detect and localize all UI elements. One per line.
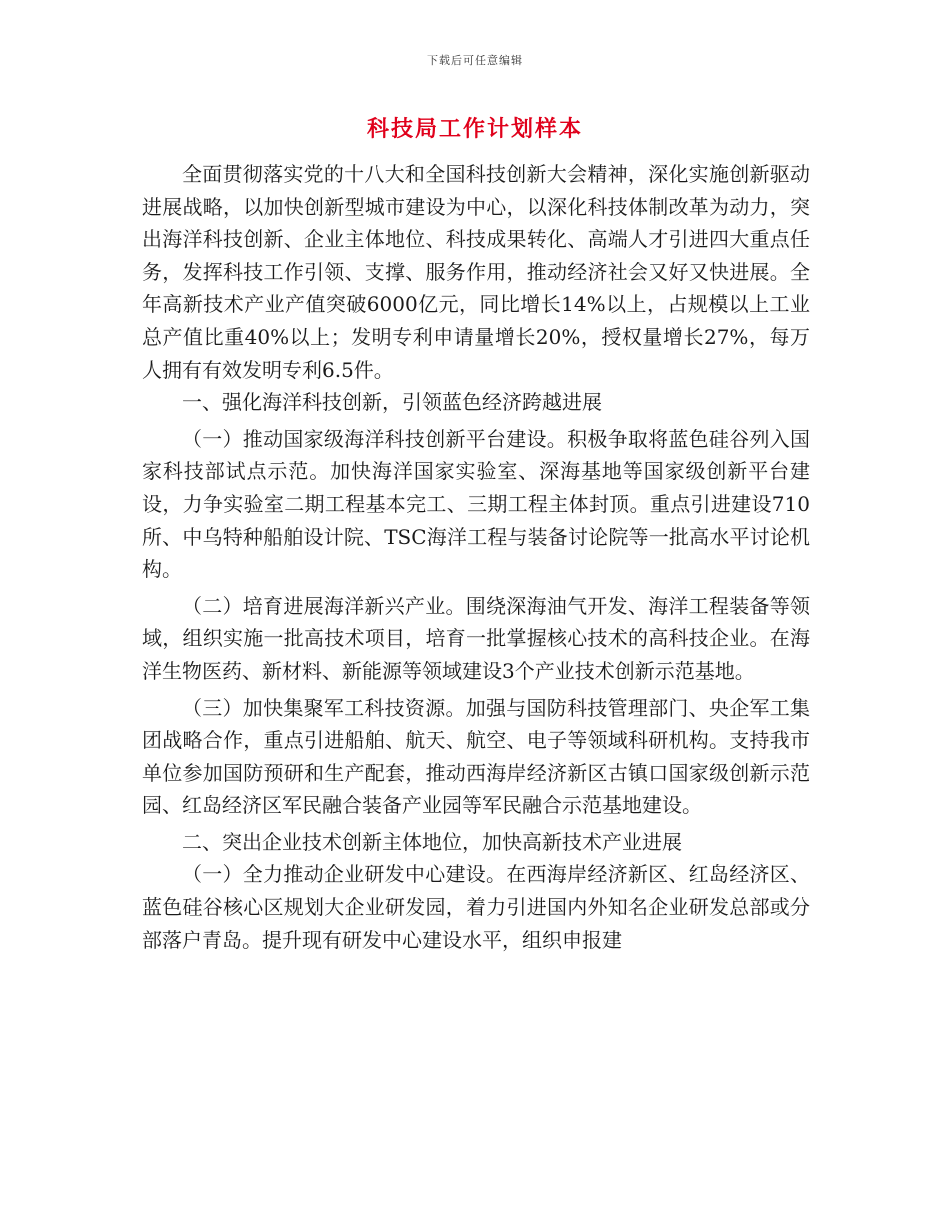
section-1-item-1: （一）推动国家级海洋科技创新平台建设。积极争取将蓝色硅谷列入国家科技部试点示范。加快海洋国家实验室、深海基地等国家级创新平台建设，力争实验室二期工程基本完工、三期工程主体封顶。重点引进建设710所、中乌特种船舶设计院、TSC海洋工程与装备讨论院等一批高水平讨论机构。	[142, 426, 810, 582]
document-body	[142, 158, 810, 956]
section-1-item-3: （三）加快集聚军工科技资源。加强与国防科技管理部门、央企军工集团战略合作，重点引进船舶、航天、航空、电子等领域科研机构。支持我市单位参加国防预研和生产配套，推动西海岸经济新区古镇口国家级创新示范园、红岛经济区军民融合装备产业园等军民融合示范基地建设。	[142, 695, 810, 818]
section-1-item-2: （二）培育进展海洋新兴产业。围绕深海油气开发、海洋工程装备等领域，组织实施一批高技术项目，培育一批掌握核心技术的高科技企业。在海洋生物医药、新材料、新能源等领域建设3个产业技术创新示范基地。	[142, 593, 810, 683]
header-note: 下载后可任意编辑	[427, 54, 523, 67]
intro-paragraph: 全面贯彻落实党的十八大和全国科技创新大会精神，深化实施创新驱动进展战略，以加快创新型城市建设为中心，以深化科技体制改革为动力，突出海洋科技创新、企业主体地位、科技成果转化、高端人才引进四大重点任务，发挥科技工作引领、支撑、服务作用，推动经济社会又好又快进展。全年高新技术产业产值突破6000亿元，同比增长14%以上，占规模以上工业总产值比重40%以上；发明专利申请量增长20%，授权量增长27%，每万人拥有有效发明专利6.5件。	[142, 162, 810, 382]
section-2-item-1: （一）全力推动企业研发中心建设。在西海岸经济新区、红岛经济区、蓝色硅谷核心区规划大企业研发园，着力引进国内外知名企业研发总部或分部落户青岛。提升现有研发中心建设水平，组织申报建	[142, 862, 810, 952]
document-title: 科技局工作计划样本	[366, 116, 583, 142]
section-heading-1: 一、强化海洋科技创新，引领蓝色经济跨越进展	[182, 390, 602, 415]
section-heading-2: 二、突出企业技术创新主体地位，加快高新技术产业进展	[182, 829, 682, 854]
